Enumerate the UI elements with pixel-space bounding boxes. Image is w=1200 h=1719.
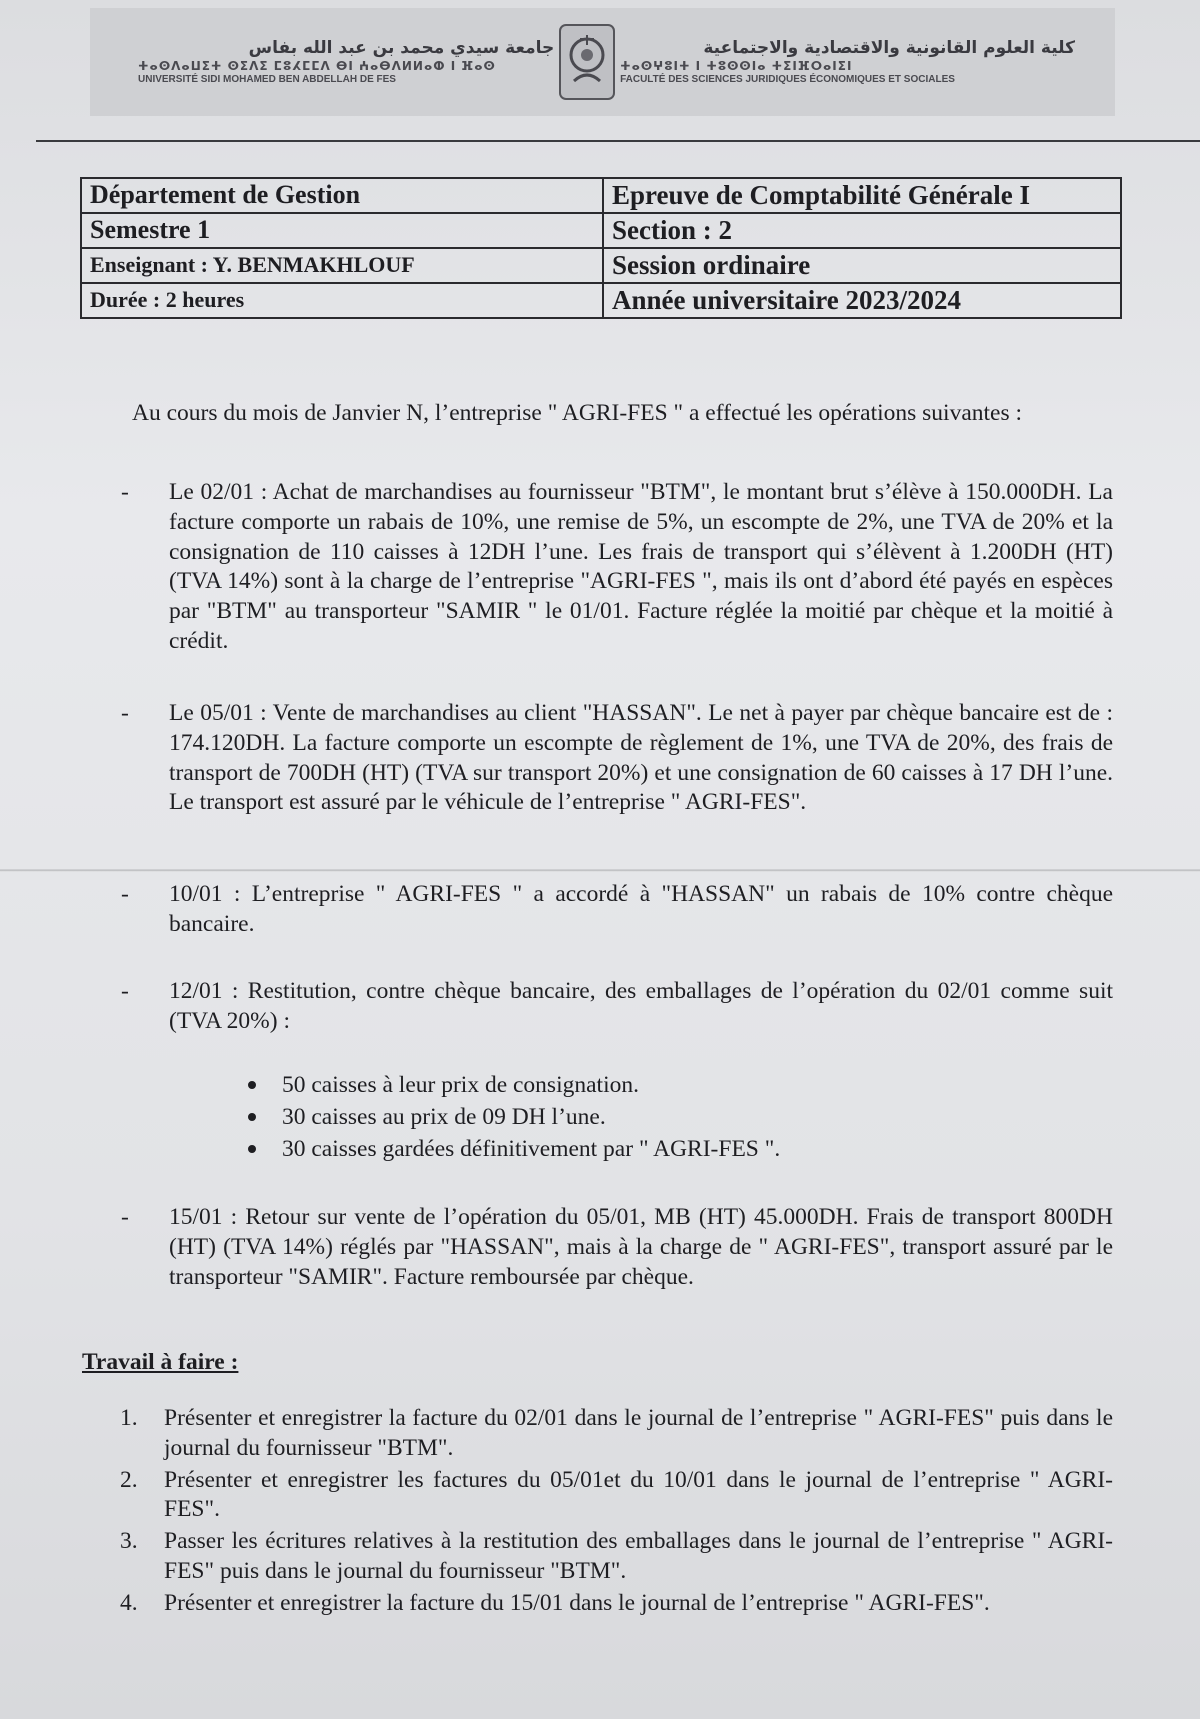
university-header (90, 8, 1115, 116)
header-divider (36, 140, 1200, 142)
operation-02-01 (121, 478, 1113, 657)
operation-10-01 (121, 880, 1113, 940)
university-name-tifinagh: ⵜⴰⵙⴷⴰⵡⵉⵜ ⵙⵉⴷⵉ ⵎⵓⵃⵎⵎⴷ ⴱⵏ ⵄⴰⴱⴷⵍⵍⴰⵀ ⵏ ⴼⴰⵙ (138, 58, 496, 73)
section-cell: Section : 2 (604, 214, 1120, 249)
list-item (248, 1069, 780, 1101)
list-dash: - (121, 479, 129, 505)
university-name-arabic: جامعة سيدي محمد بن عبد الله بفاس (248, 37, 555, 58)
restitution-list (248, 1069, 780, 1165)
epreuve-cell: Epreuve de Comptabilité Générale I (604, 179, 1120, 214)
bullet-icon (248, 1145, 256, 1153)
operation-text: 10/01 : L’entreprise " AGRI-FES " a accordé à "HASSAN" un rabais de 10% contre chèque bancaire. (169, 881, 1113, 937)
operation-15-01 (121, 1203, 1113, 1292)
intro-paragraph: Au cours du mois de Janvier N, l’entreprise " AGRI-FES " a effectué les opérations suivantes : (132, 400, 1023, 426)
task-item (120, 1466, 1113, 1526)
annee-cell: Année universitaire 2023/2024 (612, 285, 961, 315)
faculty-name-tifinagh: ⵜⴰⵙⵖⵓⵏⵜ ⵏ ⵜⵓⵙⵙⵏⴰ ⵜⵉⵏⴼⵔⴰⵏⵉⵏ (620, 58, 853, 73)
university-name-french: UNIVERSITÉ SIDI MOHAMED BEN ABDELLAH DE FES (138, 73, 396, 85)
operation-05-01 (121, 699, 1113, 818)
info-right-column (604, 179, 1120, 317)
task-list (120, 1404, 1113, 1621)
task-text: Passer les écritures relatives à la restitution des emballages dans le journal de l’entreprise " AGRI-FES" puis dans le journal du fournisseur "BTM". (164, 1528, 1113, 1584)
university-block (90, 38, 554, 87)
task-item (120, 1527, 1113, 1587)
task-text: Présenter et enregistrer les factures du 05/01et du 10/01 dans le journal de l’entreprise " AGRI-FES". (164, 1466, 1113, 1523)
faculty-name-french: FACULTÉ DES SCIENCES JURIDIQUES ÉCONOMIQUES ET SOCIALES (620, 73, 955, 85)
task-text: Présenter et enregistrer la facture du 02/01 dans le journal de l’entreprise " AGRI-FES" puis dans le journal du fournisseur "BTM". (164, 1405, 1113, 1461)
task-number: 4. (120, 1589, 138, 1616)
operation-text: 15/01 : Retour sur vente de l’opération du 05/01, MB (HT) 45.000DH. Frais de transport 800DH (HT) (TVA 14%) réglés par "HASSAN", mais à la charge de " AGRI-FES", transport assuré par le transporteur "SAMIR". Facture remboursée par chèque. (169, 1204, 1113, 1290)
operation-12-01 (121, 977, 1113, 1037)
list-dash: - (121, 1204, 129, 1230)
info-left-column (82, 179, 604, 317)
list-item-text: 50 caisses à leur prix de consignation. (282, 1072, 639, 1098)
task-item (120, 1404, 1113, 1464)
paper-fold-line (0, 869, 1200, 872)
travail-title: Travail à faire : (82, 1349, 239, 1375)
list-item-text: 30 caisses gardées définitivement par " AGRI-FES ". (282, 1136, 781, 1162)
bullet-icon (248, 1113, 256, 1121)
faculty-block (620, 38, 1115, 87)
task-number: 1. (120, 1405, 138, 1431)
list-dash: - (121, 978, 129, 1004)
task-number: 3. (120, 1528, 138, 1555)
list-item-text: 30 caisses au prix de 09 DH l’une. (282, 1104, 606, 1130)
enseignant-cell: Enseignant : Y. BENMAKHLOUF (82, 249, 602, 284)
list-dash: - (121, 700, 129, 726)
list-item (248, 1101, 780, 1133)
operation-text: Le 05/01 : Vente de marchandises au client "HASSAN". Le net à payer par chèque bancaire est de : 174.120DH. La facture comporte un escompte de règlement de 1%, une TVA de 20%, des frais de transport de 700DH (HT) (TVA sur transport 20%) et une consignation de 60 caisses à 17 DH l’une. Le transport est assuré par le véhicule de l’entreprise " AGRI-FES". (169, 700, 1113, 816)
task-text: Présenter et enregistrer la facture du 15/01 dans le journal de l’entreprise " AGRI-FES". (164, 1589, 990, 1616)
bullet-icon (248, 1081, 256, 1089)
departement-cell: Département de Gestion (82, 179, 602, 214)
operation-text: Le 02/01 : Achat de marchandises au fournisseur "BTM", le montant brut s’élève à 150.000DH. La facture comporte un rabais de 10%, une remise de 5%, un escompte de 2%, une TVA de 20% et la consignation de 110 caisses à 12DH l’une. Les frais de transport qui s’élèvent à 1.200DH (HT) (TVA 14%) sont à la charge de l’entreprise "AGRI-FES ", mais ils ont d’abord été payés en espèces par "BTM" au transporteur "SAMIR " le 01/01. Facture réglée la moitié par chèque et la moitié à crédit. (169, 479, 1113, 654)
exam-info-table (80, 177, 1122, 319)
semestre-cell: Semestre 1 (82, 214, 602, 249)
task-item (120, 1589, 1113, 1619)
duree-cell: Durée : 2 heures (90, 287, 245, 312)
university-emblem-icon (554, 19, 620, 105)
operation-text: 12/01 : Restitution, contre chèque bancaire, des emballages de l’opération du 02/01 comme suit (TVA 20%) : (169, 978, 1113, 1034)
faculty-name-arabic: كلية العلوم القانونية والاقتصادية والاجتماعية (703, 37, 1076, 58)
task-number: 2. (120, 1466, 138, 1493)
session-cell: Session ordinaire (604, 249, 1120, 284)
list-item (248, 1133, 780, 1165)
list-dash: - (121, 881, 129, 907)
